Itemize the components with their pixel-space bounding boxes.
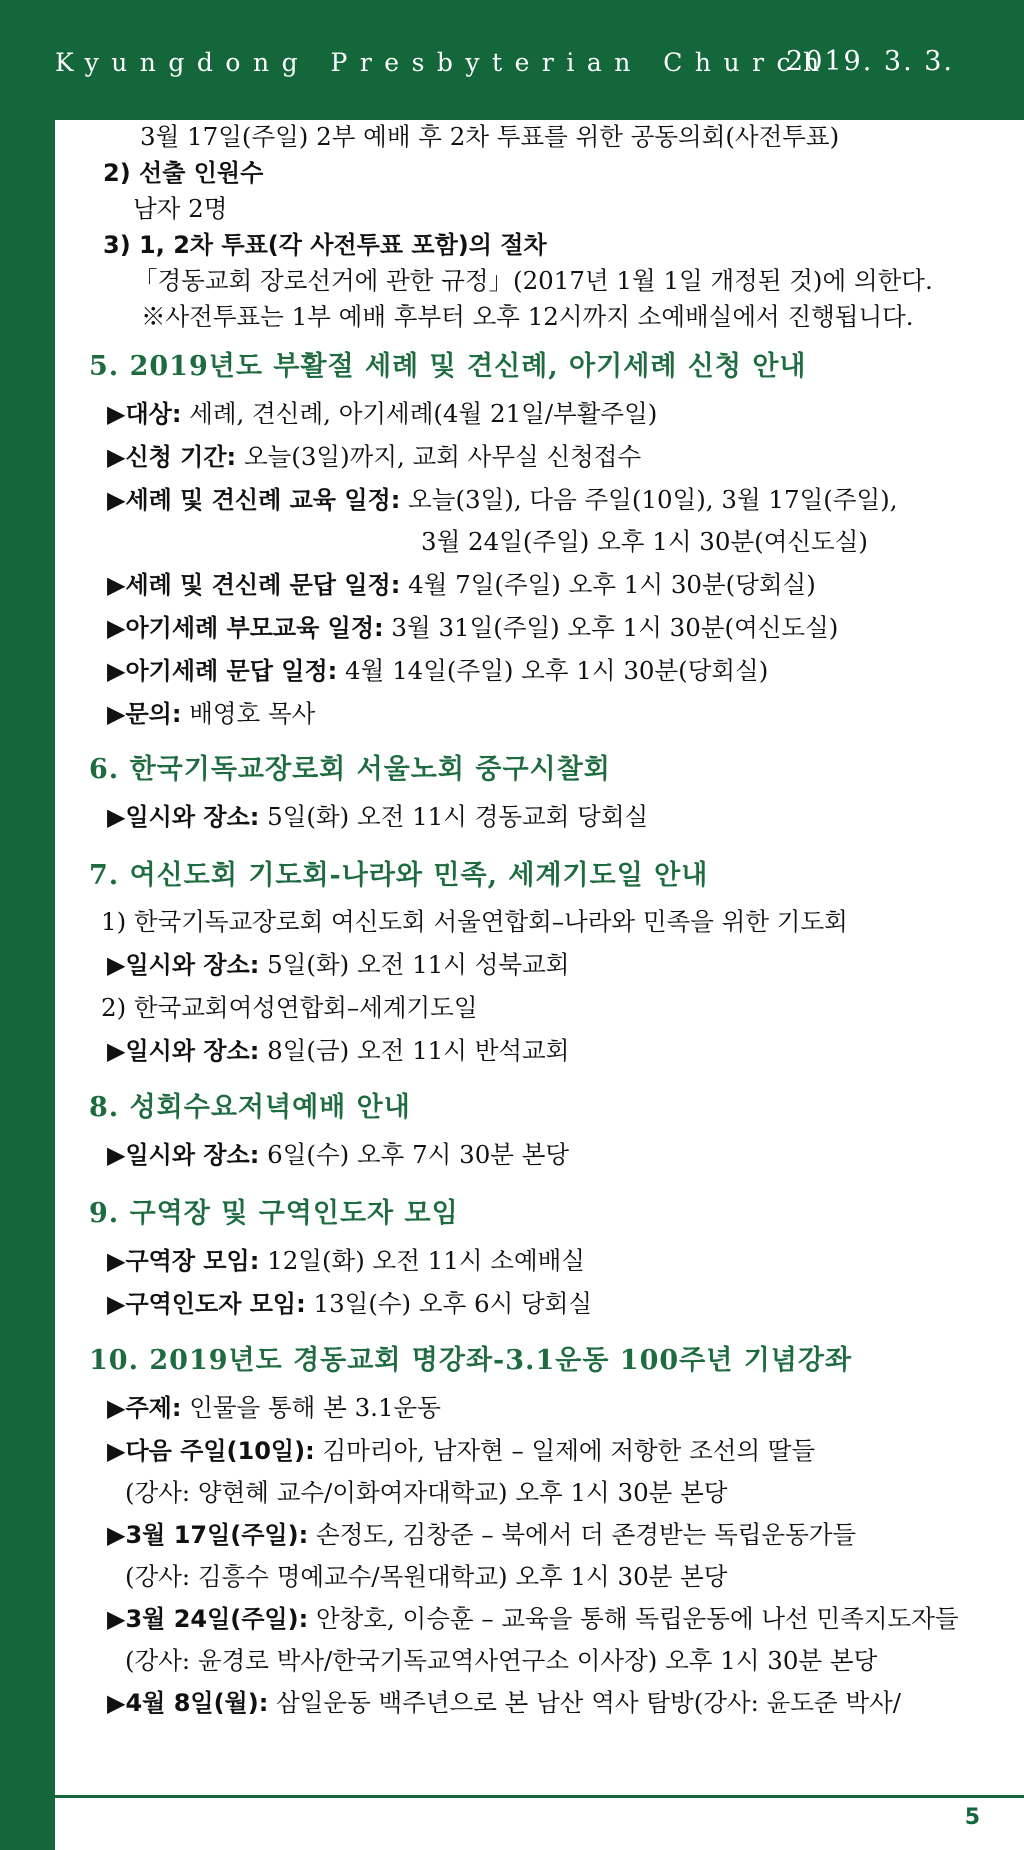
list-item: ▶일시와 장소: 5일(화) 오전 11시 경동교회 당회실 — [107, 802, 649, 831]
left-margin-bar — [0, 0, 55, 1850]
footer-divider — [55, 1795, 1024, 1798]
list-item: ▶다음 주일(10일): 김마리아, 남자현 – 일제에 저항한 조선의 딸들 — [107, 1436, 816, 1465]
list-item: ▶주제: 인물을 통해 본 3.1운동 — [107, 1393, 441, 1422]
list-item-continuation: 3월 24일(주일) 오후 1시 30분(여신도실) — [421, 527, 868, 556]
procedure-text: 「경동교회 장로선거에 관한 규정」(2017년 1월 1일 개정된 것)에 의한다. — [133, 266, 933, 295]
list-item: ▶세례 및 견신례 문답 일정: 4월 7일(주일) 오후 1시 30분(당회실) — [107, 570, 816, 599]
list-item: ▶대상: 세례, 견신례, 아기세례(4월 21일/부활주일) — [107, 399, 658, 428]
list-item: ▶일시와 장소: 8일(금) 오전 11시 반석교회 — [107, 1036, 570, 1065]
section-heading: 6. 한국기독교장로회 서울노회 중구시찰회 — [89, 754, 611, 785]
count-value: 남자 2명 — [133, 194, 228, 223]
subsection-title: 3) 1, 2차 투표(각 사전투표 포함)의 절차 — [103, 231, 547, 259]
procedure-note: ※사전투표는 1부 예배 후부터 오후 12시까지 소예배실에서 진행됩니다. — [141, 302, 914, 331]
list-item: ▶아기세례 문답 일정: 4월 14일(주일) 오후 1시 30분(당회실) — [107, 656, 769, 685]
list-item: ▶아기세례 부모교육 일정: 3월 31일(주일) 오후 1시 30분(여신도실) — [107, 613, 839, 642]
vote-schedule-line: 3월 17일(주일) 2부 예배 후 2차 투표를 위한 공동의회(사전투표) — [140, 122, 840, 151]
bulletin-date: 2019. 3. 3. — [786, 46, 954, 77]
list-item: ▶4월 8일(월): 삼일운동 백주년으로 본 남산 역사 탐방(강사: 윤도준 박사/ — [107, 1688, 902, 1717]
section-heading: 9. 구역장 및 구역인도자 모임 — [89, 1198, 459, 1229]
list-item: ▶일시와 장소: 5일(화) 오전 11시 성북교회 — [107, 950, 570, 979]
list-item: ▶세례 및 견신례 교육 일정: 오늘(3일), 다음 주일(10일), 3월 17일(주일), — [107, 485, 898, 514]
list-item: ▶3월 24일(주일): 안창호, 이승훈 – 교육을 통해 독립운동에 나선 민족지도자들 — [107, 1604, 959, 1633]
list-item: ▶일시와 장소: 6일(수) 오후 7시 30분 본당 — [107, 1140, 570, 1169]
list-item-continuation: (강사: 윤경로 박사/한국기독교역사연구소 이사장) 오후 1시 30분 본당 — [125, 1646, 878, 1675]
list-item: ▶문의: 배영호 목사 — [107, 699, 316, 728]
section-heading: 10. 2019년도 경동교회 명강좌-3.1운동 100주년 기념강좌 — [89, 1345, 853, 1376]
section-heading: 7. 여신도회 기도회-나라와 민족, 세계기도일 안내 — [89, 860, 709, 891]
list-item-continuation: (강사: 김흥수 명예교수/목원대학교) 오후 1시 30분 본당 — [125, 1562, 728, 1591]
list-item: ▶구역장 모임: 12일(화) 오전 11시 소예배실 — [107, 1246, 585, 1275]
page-content — [55, 120, 1024, 1792]
subsection-title: 1) 한국기독교장로회 여신도회 서울연합회–나라와 민족을 위한 기도회 — [101, 907, 848, 936]
list-item-continuation: (강사: 양현혜 교수/이화여자대학교) 오후 1시 30분 본당 — [125, 1478, 728, 1507]
section-heading: 5. 2019년도 부활절 세례 및 견신례, 아기세례 신청 안내 — [89, 351, 807, 382]
page-number: 5 — [964, 1805, 980, 1830]
list-item: ▶신청 기간: 오늘(3일)까지, 교회 사무실 신청접수 — [107, 442, 642, 471]
subsection-title: 2) 한국교회여성연합회–세계기도일 — [101, 993, 478, 1022]
section-heading: 8. 성회수요저녁예배 안내 — [89, 1092, 411, 1123]
subsection-title: 2) 선출 인원수 — [103, 159, 264, 187]
church-name: Kyungdong Presbyterian Church — [55, 48, 832, 77]
list-item: ▶구역인도자 모임: 13일(수) 오후 6시 당회실 — [107, 1289, 593, 1318]
list-item: ▶3월 17일(주일): 손정도, 김창준 – 북에서 더 존경받는 독립운동가들 — [107, 1520, 857, 1549]
